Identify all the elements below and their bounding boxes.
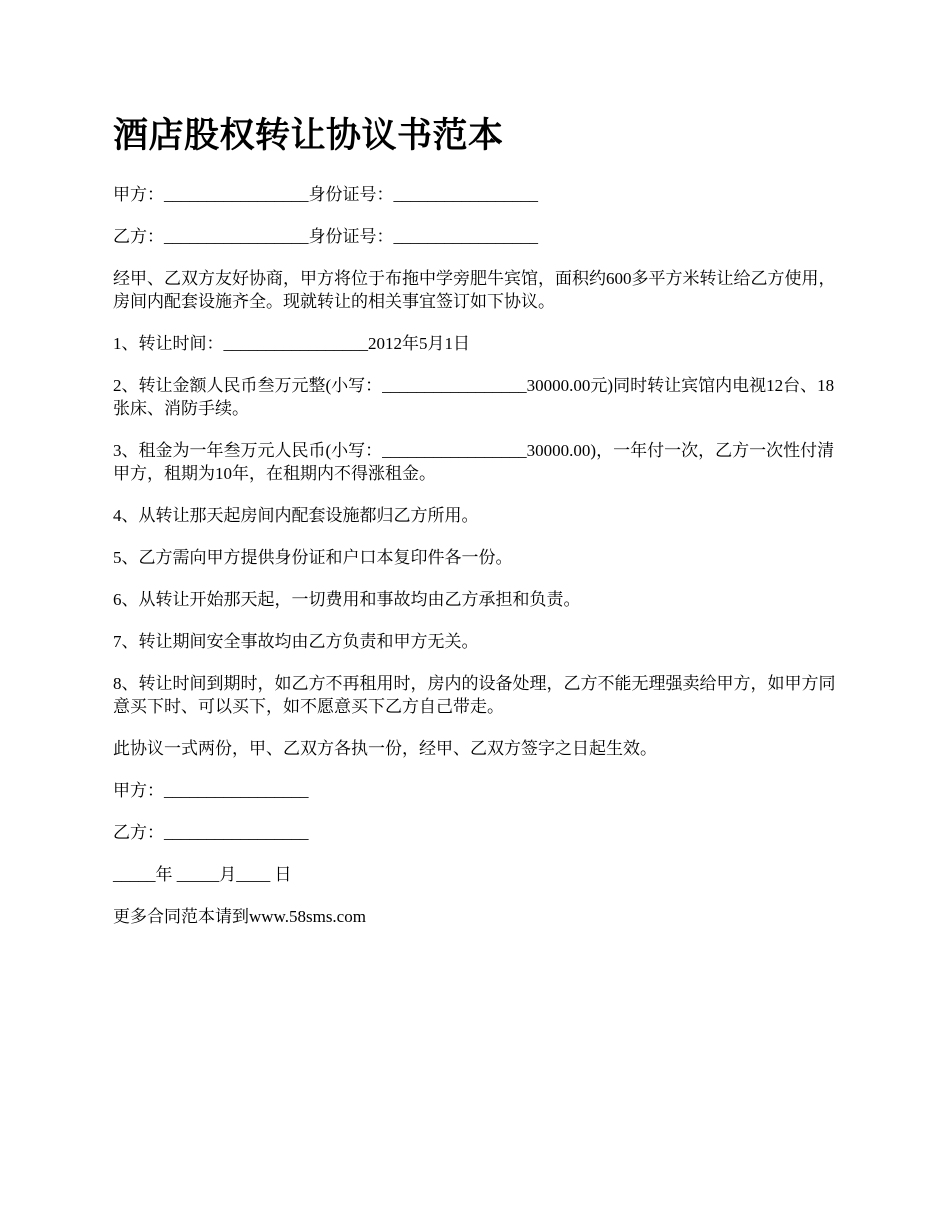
clause-3-rent: 3、租金为一年叁万元人民币(小写：_________________30000.00)，一年付一次，乙方一次性付清甲方，租期为10年，在租期内不得涨租金。 <box>113 441 835 483</box>
document-page <box>113 112 840 947</box>
document-title: 酒店股权转让协议书范本 <box>113 116 504 155</box>
party-b-signature-line: 乙方：_________________ <box>113 823 309 842</box>
clause-6-costs: 6、从转让开始那天起，一切费用和事故均由乙方承担和负责。 <box>113 590 581 609</box>
clause-1-transfer-time: 1、转让时间：_________________2012年5月1日 <box>113 334 470 353</box>
party-a-signature-line: 甲方：_________________ <box>113 781 309 800</box>
clause-2-transfer-amount: 2、转让金额人民币叁万元整(小写：_________________30000.00元)同时转让宾馆内电视12台、18张床、消防手续。 <box>113 376 835 418</box>
clause-7-safety: 7、转让期间安全事故均由乙方负责和甲方无关。 <box>113 632 479 651</box>
intro-paragraph: 经甲、乙双方友好协商，甲方将位于布拖中学旁肥牛宾馆，面积约600多平方米转让给乙方使用，房间内配套设施齐全。现就转让的相关事宜签订如下协议。 <box>113 269 836 311</box>
effectiveness-paragraph: 此协议一式两份，甲、乙双方各执一份，经甲、乙双方签字之日起生效。 <box>113 739 657 758</box>
clause-8-expiry: 8、转让时间到期时，如乙方不再租用时，房内的设备处理，乙方不能无理强卖给甲方，如甲方同意买下时、可以买下，如不愿意买下乙方自己带走。 <box>113 674 836 716</box>
party-b-id-line: 乙方：_________________身份证号：_________________ <box>113 227 538 246</box>
clause-4-facilities: 4、从转让那天起房间内配套设施都归乙方所用。 <box>113 506 479 525</box>
party-a-id-line: 甲方：_________________身份证号：_________________ <box>113 185 538 204</box>
date-line: _____年 _____月____ 日 <box>113 865 292 884</box>
footer-more-templates: 更多合同范本请到www.58sms.com <box>113 907 366 926</box>
clause-5-documents: 5、乙方需向甲方提供身份证和户口本复印件各一份。 <box>113 548 513 567</box>
